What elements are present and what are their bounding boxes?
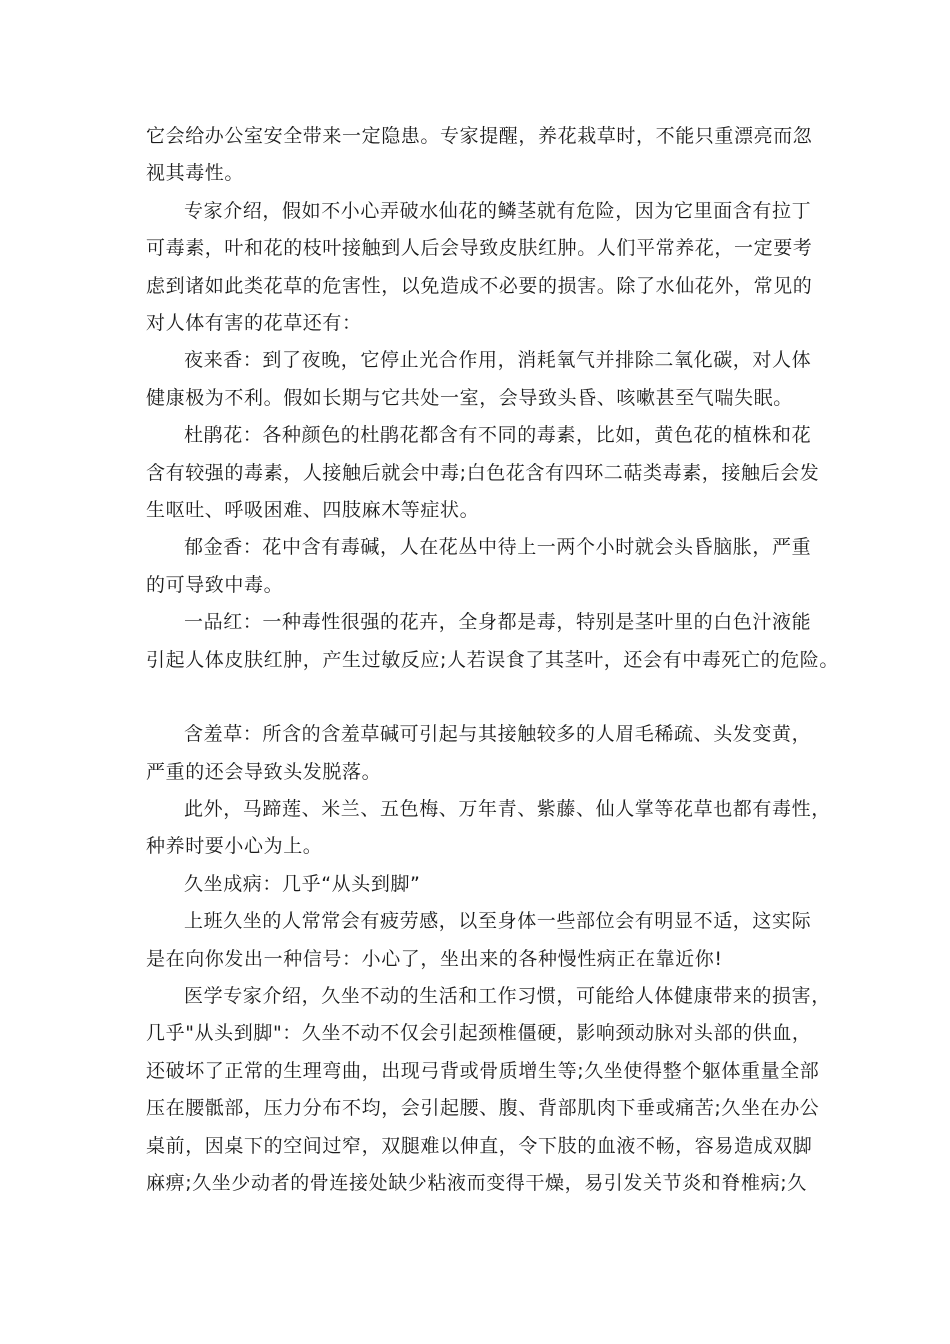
paragraph-10 <box>146 903 826 978</box>
text-line: 对人体有害的花草还有： <box>146 312 362 335</box>
text-line: 几乎"从头到脚"：久坐不动不仅会引起颈椎僵硬，影响颈动脉对头部的供血， <box>146 1022 812 1045</box>
text-line: 严重的还会导致头发脱落。 <box>146 760 382 783</box>
text-line: 含有较强的毒素，人接触后就会中毒;白色花含有四环二萜类毒素，接触后会发 <box>146 461 820 484</box>
text-line: 上班久坐的人常常会有疲劳感，以至身体一些部位会有明显不适，这实际 <box>184 910 812 933</box>
text-line: 麻痹;久坐少动者的骨连接处缺少粘液而变得干燥，易引发关节炎和脊椎病;久 <box>146 1171 807 1194</box>
text-line: 专家介绍，假如不小心弄破水仙花的鳞茎就有危险，因为它里面含有拉丁 <box>184 199 812 222</box>
text-line: 久坐成病：几乎“从头到脚” <box>184 872 421 895</box>
text-line: 压在腰骶部，压力分布不均，会引起腰、腹、背部肌肉下垂或痛苦;久坐在办公 <box>146 1097 820 1120</box>
paragraph-7 <box>146 716 826 791</box>
text-line: 虑到诸如此类花草的危害性，以免造成不必要的损害。除了水仙花外，常见的 <box>146 274 813 297</box>
document-body <box>146 118 840 1202</box>
text-line: 生呕吐、呼吸困难、四肢麻木等症状。 <box>146 499 480 522</box>
text-line: 引起人体皮肤红肿，产生过敏反应;人若误食了其茎叶，还会有中毒死亡的危险。 <box>146 648 840 671</box>
text-line: 杜鹃花：各种颜色的杜鹃花都含有不同的毒素，比如，黄色花的植株和花 <box>184 424 812 447</box>
text-line: 它会给办公室安全带来一定隐患。专家提醒，养花栽草时，不能只重漂亮而忽 <box>146 125 813 147</box>
paragraph-1 <box>146 118 826 193</box>
text-line: 种养时要小心为上。 <box>146 835 323 858</box>
paragraph-2 <box>146 193 826 343</box>
text-line: 的可导致中毒。 <box>146 573 284 596</box>
text-line: 含羞草：所含的含羞草碱可引起与其接触较多的人眉毛稀疏、头发变黄， <box>184 723 812 746</box>
paragraph-5 <box>146 529 826 604</box>
text-line: 医学专家介绍，久坐不动的生活和工作习惯，可能给人体健康带来的损害， <box>184 984 831 1007</box>
text-line: 可毒素，叶和花的枝叶接触到人后会导致皮肤红肿。人们平常养花，一定要考 <box>146 237 813 260</box>
text-line: 夜来香：到了夜晚，它停止光合作用，消耗氧气并排除二氧化碳，对人体 <box>184 349 812 372</box>
paragraph-11 <box>146 978 831 1202</box>
paragraph-3 <box>146 342 826 417</box>
paragraph-8 <box>146 791 831 866</box>
text-line: 此外，马蹄莲、米兰、五色梅、万年青、紫藤、仙人掌等花草也都有毒性， <box>184 797 831 820</box>
text-line: 视其毒性。 <box>146 162 245 185</box>
text-line: 健康极为不利。假如长期与它共处一室，会导致头昏、咳嗽甚至气喘失眠。 <box>146 386 793 409</box>
paragraph-gap <box>146 679 826 716</box>
text-line: 是在向你发出一种信号：小心了，坐出来的各种慢性病正在靠近你! <box>146 947 723 970</box>
text-line: 郁金香：花中含有毒碱，人在花丛中待上一两个小时就会头昏脑胀，严重 <box>184 536 812 559</box>
text-line: 还破坏了正常的生理弯曲，出现弓背或骨质增生等;久坐使得整个躯体重量全部 <box>146 1059 820 1082</box>
text-line: 桌前，因桌下的空间过窄，双腿难以伸直，令下肢的血液不畅，容易造成双脚 <box>146 1134 813 1157</box>
paragraph-6 <box>146 604 840 679</box>
text-line: 一品红：一种毒性很强的花卉，全身都是毒，特别是茎叶里的白色汁液能 <box>184 611 812 634</box>
paragraph-4 <box>146 417 826 529</box>
section-heading <box>146 866 826 903</box>
